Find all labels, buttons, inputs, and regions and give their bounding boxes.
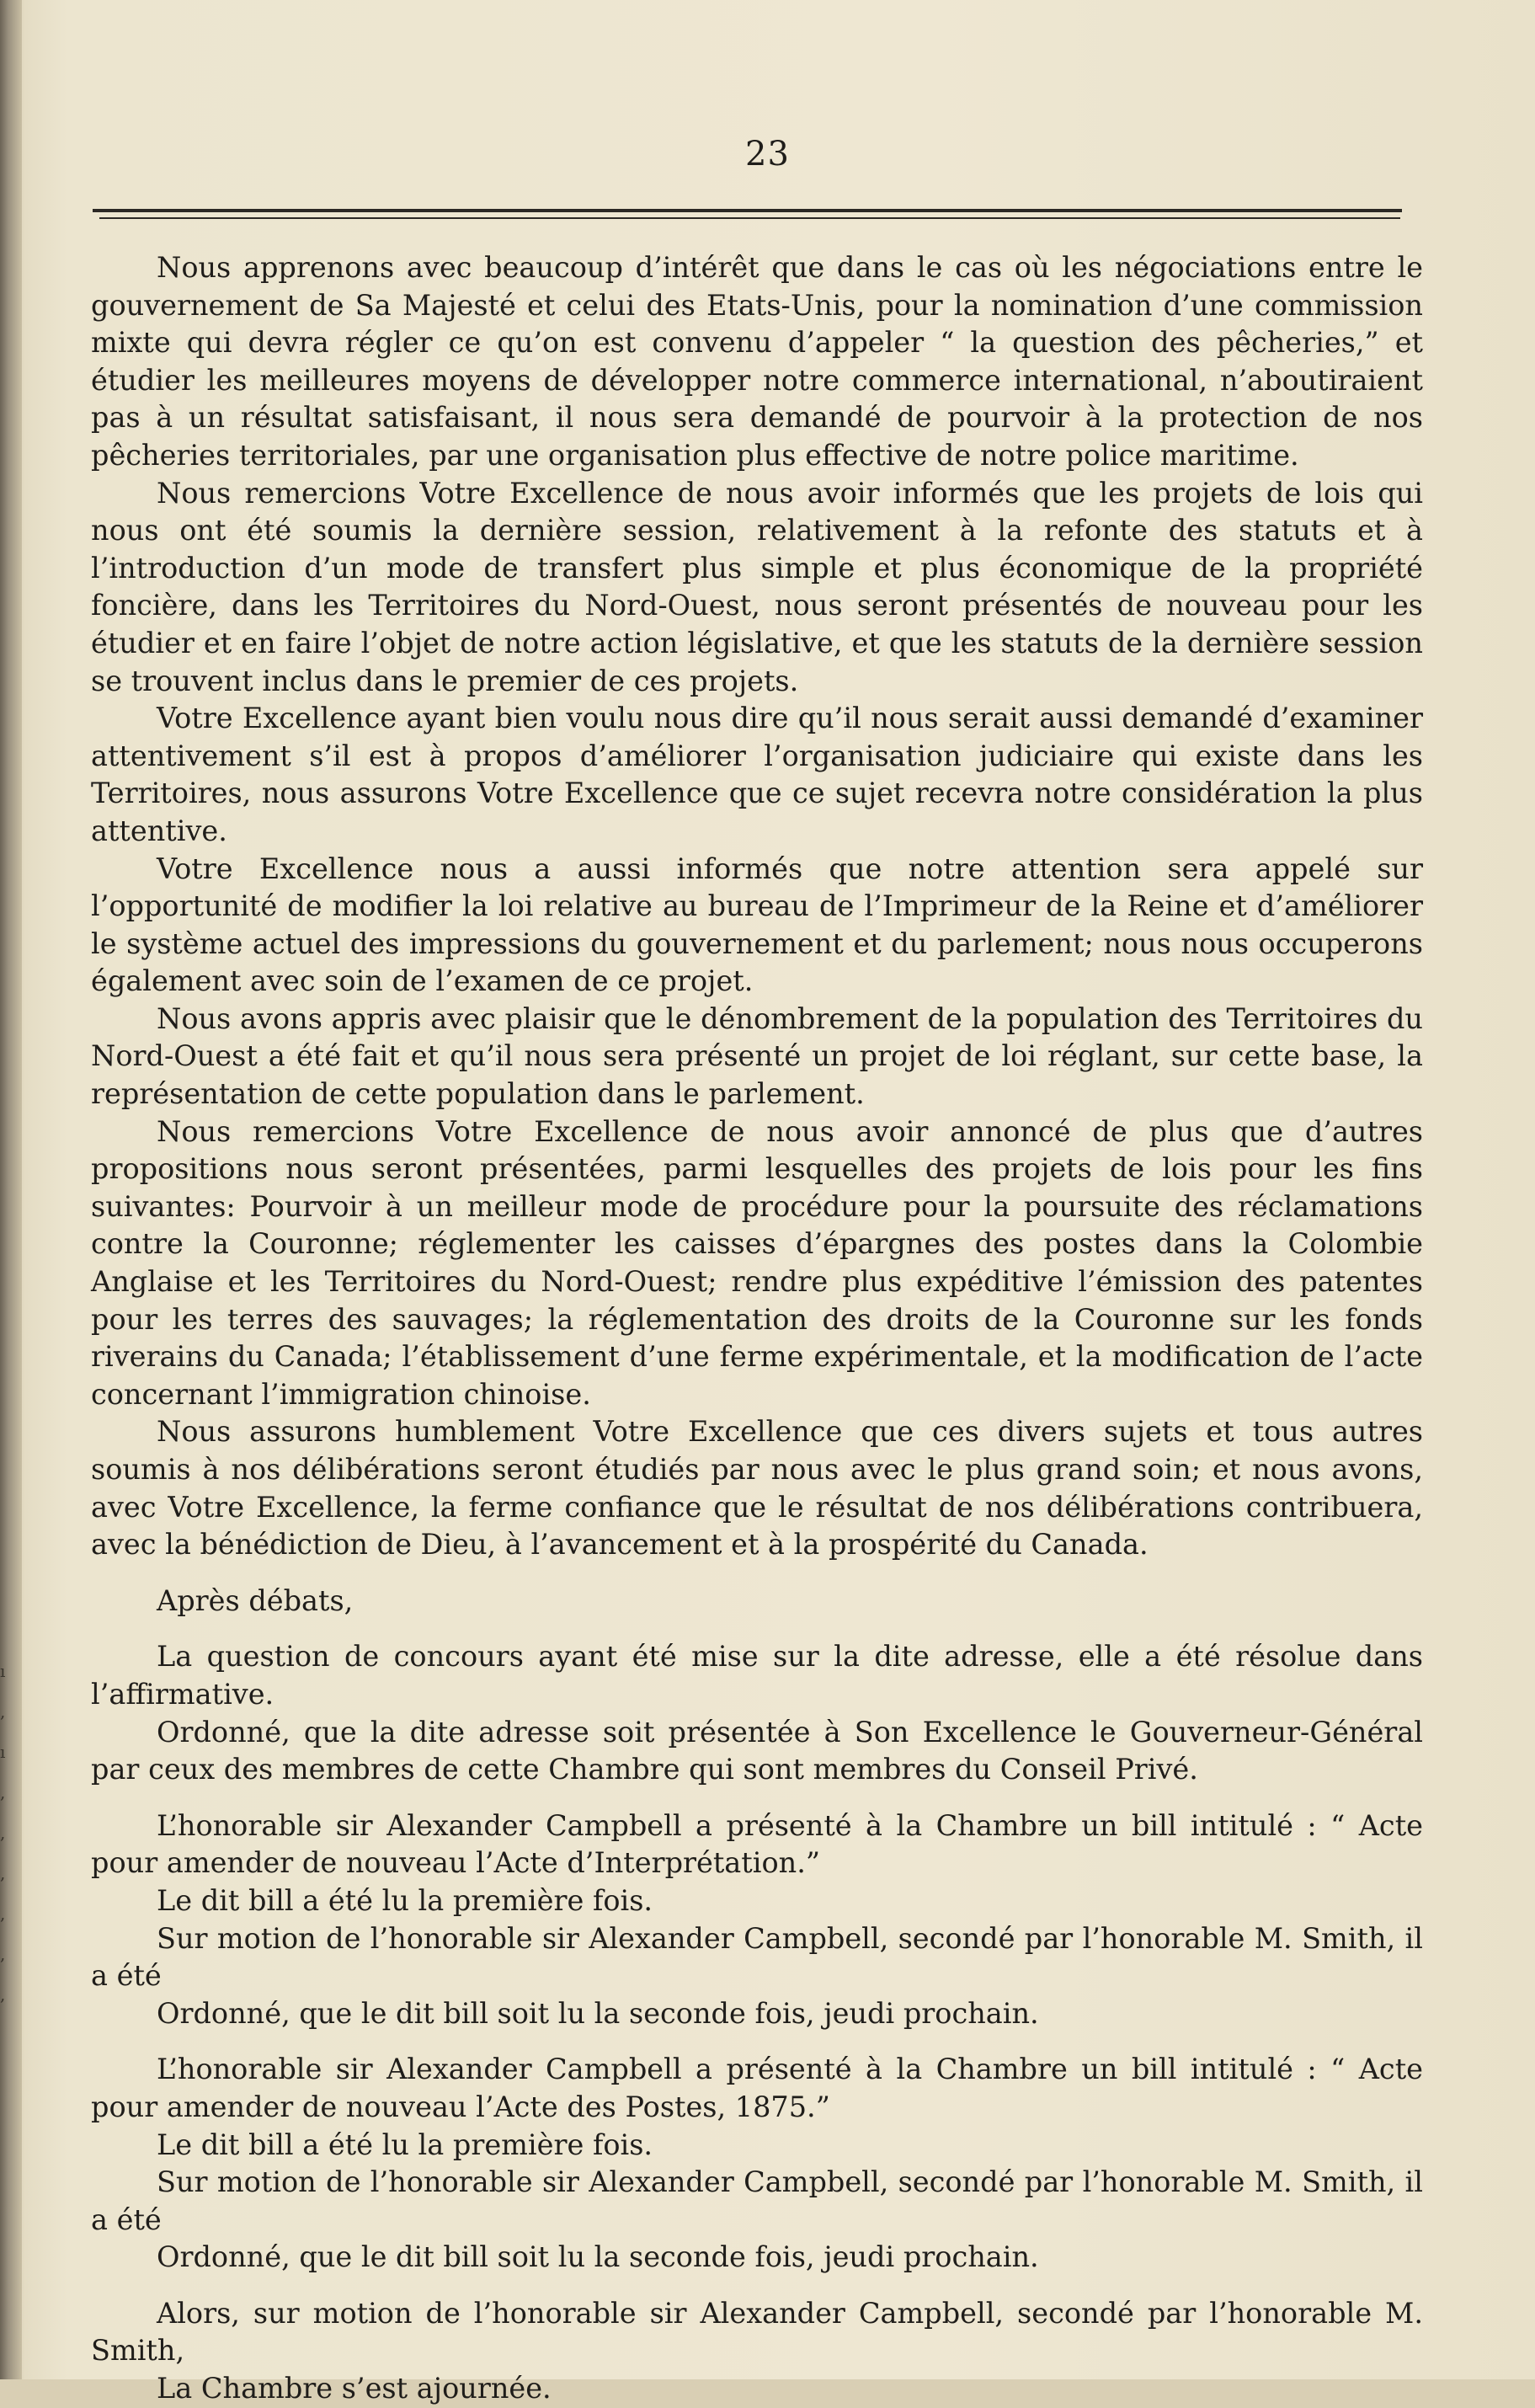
- paragraph: Nous remercions Votre Excellence de nous avoir annoncé de plus que d’autres propositions nous seront présentées, parmi lesquelles des projets de lois pour les fins suivantes: Pourvoir à un meilleur mode de procédure pour la poursuite des réclamations contre la Couronne; réglementer les caisses d’épargnes des postes dans la Colombie Anglaise et les Territoires du Nord-Ouest; rendre plus expéditive l’émission des patentes pour les terres des sauvages; la réglementation des droits de la Couronne sur les fonds riverains du Canada; l’établissement d’une ferme expérimentale, et la modification de l’acte concernant l’immigration chinoise.: [91, 1114, 1423, 1411]
- paragraph: La question de concours ayant été mise sur la dite adresse, elle a été résolue dans l’affirmative.: [91, 1640, 1423, 1711]
- paragraph: Nous apprenons avec beaucoup d’intérêt que dans le cas où les négociations entre le gouvernement de Sa Majesté et celui des Etats-Unis, pour la nomination d’une commission mixte qui devra régler ce qu’on est convenu d’appeler “ la question des pêcheries,” et étudier les meilleures moyens de développer notre commerce international, n’aboutiraient pas à un résultat satisfaisant, il nous sera demandé de pourvoir à la protection de nos pêcheries territoriales, par une organisation plus effective de notre police maritime.: [91, 251, 1423, 472]
- paragraph: La Chambre s’est ajournée.: [157, 2372, 552, 2405]
- book-binding-edge: [0, 0, 22, 2379]
- page-number: 23: [745, 135, 790, 174]
- paragraph: Nous avons appris avec plaisir que le dénombrement de la population des Territoires du Nord-Ouest a été fait et qu’il nous sera présenté un projet de loi réglant, sur cette base, la représentation de cette population dans le parlement.: [91, 1001, 1423, 1111]
- paragraph: Votre Excellence nous a aussi informés que notre attention sera appelé sur l’opportunité de modifier la loi relative au bureau de l’Imprimeur de la Reine et d’améliorer le système actuel des impressions du gouvernement et du parlement; nous nous occuperons également avec soin de l’examen de ce projet.: [91, 852, 1423, 998]
- paragraph: Alors, sur motion de l’honorable sir Alexander Campbell, secondé par l’honorable M. Smith,: [91, 2296, 1423, 2368]
- paragraph: Votre Excellence ayant bien voulu nous dire qu’il nous serait aussi demandé d’examiner attentivement s’il est à propos d’améliorer l’organisation judiciaire qui existe dans les Territoires, nous assurons Votre Excellence que ce sujet recevra notre considération la plus attentive.: [91, 702, 1423, 847]
- paragraph: Après débats,: [157, 1583, 354, 1617]
- paragraph: Nous remercions Votre Excellence de nous avoir informés que les projets de lois qui nous ont été soumis la dernière session, relativement à la refonte des statuts et à l’introduction d’un mode de transfert plus simple et plus économique de la propriété foncière, dans les Territoires du Nord-Ouest, nous seront présentés de nouveau pour les étudier et en faire l’objet de notre action législative, et que les statuts de la dernière session se trouvent inclus dans le premier de ces projets.: [91, 476, 1423, 697]
- paragraph: Nous assurons humblement Votre Excellence que ces divers sujets et tous autres soumis à nos délibérations seront étudiés par nous avec le plus grand soin; et nous avons, avec Votre Excellence, la ferme confiance que le résultat de nos délibérations contribuera, avec la bénédiction de Dieu, à l’avancement et à la prospérité du Canada.: [91, 1415, 1423, 1562]
- paragraph: Sur motion de l’honorable sir Alexander Campbell, secondé par l’honorable M. Smith, il a été: [91, 2165, 1423, 2236]
- header-rule-thin: [99, 217, 1400, 219]
- paragraph: Sur motion de l’honorable sir Alexander Campbell, secondé par l’honorable M. Smith, il a été: [91, 1921, 1423, 1993]
- margin-bleed-marks: ı , ı , , , , , ,: [0, 1661, 6, 2005]
- paragraph: Le dit bill a été lu la première fois.: [157, 1883, 653, 1917]
- paragraph: L’honorable sir Alexander Campbell a présenté à la Chambre un bill intitulé : “ Acte pour amender de nouveau l’Acte d’Interprétation.”: [91, 1808, 1423, 1880]
- paragraph: Ordonné, que le dit bill soit lu la seconde fois, jeudi prochain.: [157, 2240, 1039, 2274]
- paragraph: Le dit bill a été lu la première fois.: [157, 2128, 653, 2161]
- header-rule-thick: [93, 209, 1402, 212]
- paragraph: L’honorable sir Alexander Campbell a présenté à la Chambre un bill intitulé : “ Acte pour amender de nouveau l’Acte des Postes, 1875.”: [91, 2053, 1423, 2123]
- paragraph: Ordonné, que le dit bill soit lu la seconde fois, jeudi prochain.: [157, 1996, 1039, 2030]
- paragraph: Ordonné, que la dite adresse soit présentée à Son Excellence le Gouverneur-Général par ceux des membres de cette Chambre qui sont membres du Conseil Privé.: [91, 1715, 1423, 1786]
- page-body: [91, 249, 1423, 2408]
